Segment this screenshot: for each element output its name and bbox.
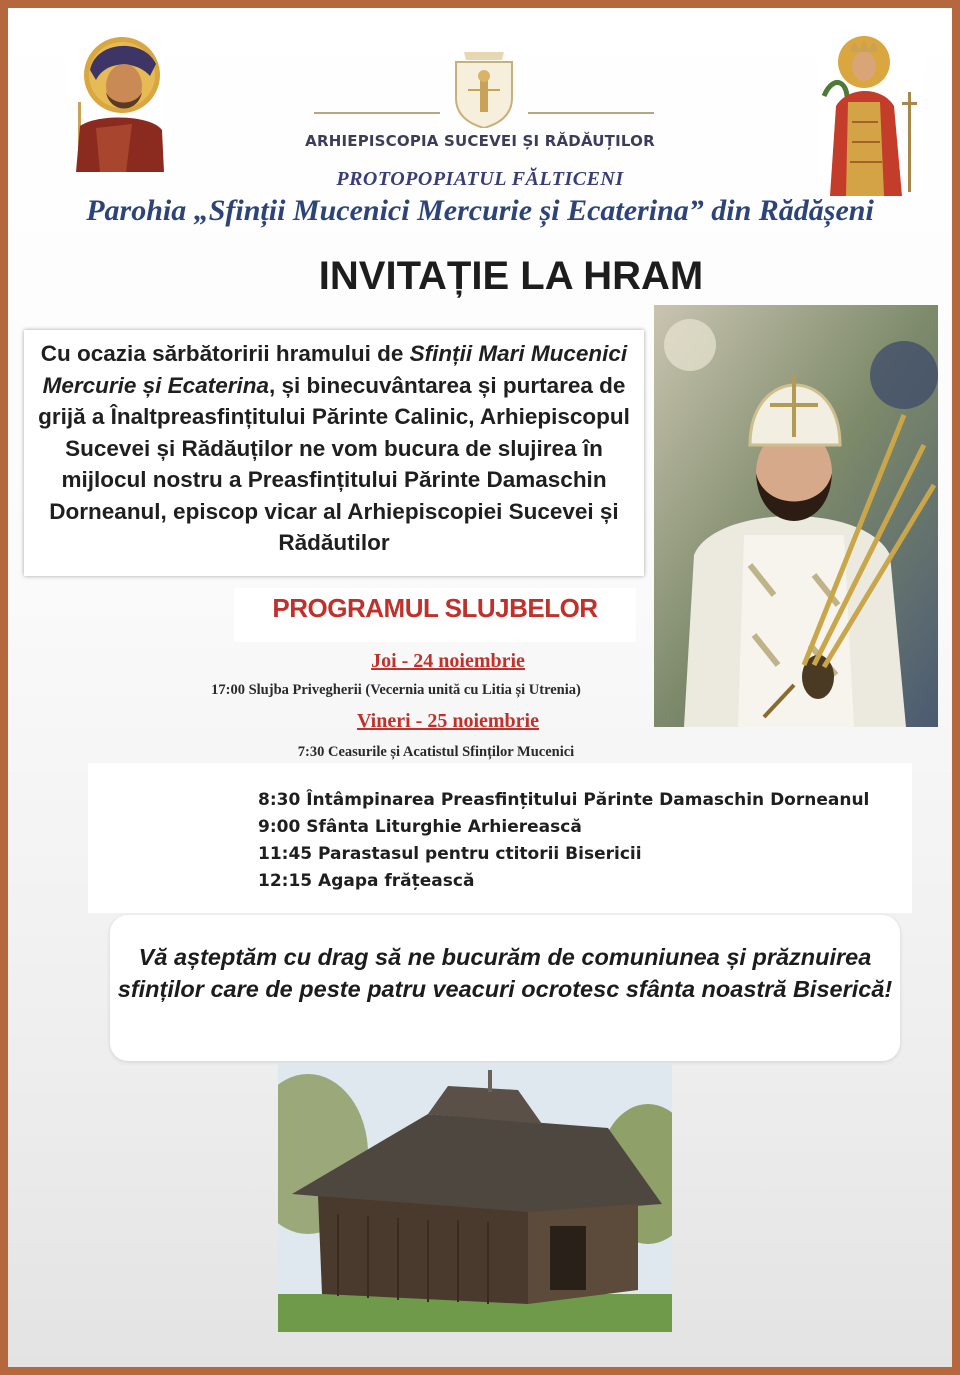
schedule-item: 11:45 Parastasul pentru ctitorii Bisericii xyxy=(258,844,642,864)
schedule-item: 8:30 Întâmpinarea Preasfințitului Părinte Damaschin Dorneanul xyxy=(258,790,870,810)
divider-left xyxy=(314,112,440,114)
intro-text-saints: Sfinții Mari Mucenici Mercurie și Ecaterina xyxy=(42,341,628,398)
parish-name: Parohia „Sfinții Mucenici Mercurie și Ecaterina” din Rădășeni xyxy=(86,194,874,227)
day1-label: Joi - 24 noiembrie xyxy=(371,650,525,672)
saint-mercurius-icon xyxy=(66,30,164,172)
intro-text-part2: , și binecuvântarea și purtarea de grijă a Înaltpreasfințitului Părinte Calinic, Arhiepiscopul Sucevei și Rădăuților ne vom bucura de slujirea în mijlocul nostru a Preasfințitului Părinte Damaschin Dorneanul, episcop vicar al Arhiepiscopiei Sucevei și Rădăutilor xyxy=(38,372,630,555)
intro-text-part1: Cu ocazia sărbătoririi hramului de xyxy=(40,341,410,366)
schedule-list xyxy=(258,787,869,895)
intro-text-box xyxy=(24,330,644,576)
deanery-name: PROTOPOPIATUL FĂLTICENI xyxy=(336,168,624,190)
archdiocese-name: ARHIEPISCOPIA SUCEVEI ȘI RĂDĂUȚILOR xyxy=(305,132,655,150)
day2-hours: 7:30 Ceasurile și Acatistul Sfinților Mucenici xyxy=(297,744,575,760)
divider-right xyxy=(528,112,654,114)
schedule-item: 12:15 Agapa frățească xyxy=(258,871,475,891)
day1-vigil: 17:00 Slujba Privegherii (Vecernia unită cu Litia și Utrenia) xyxy=(211,682,581,698)
day2-label: Vineri - 25 noiembrie xyxy=(356,710,539,732)
archdiocese-coat-of-arms-icon xyxy=(444,46,524,128)
program-heading: PROGRAMUL SLUJBELOR xyxy=(272,593,598,623)
invitation-poster xyxy=(8,8,952,1367)
closing-message: Vă așteptăm cu drag să ne bucurăm de comuniunea și prăznuirea sfinților care de peste patru veacuri ocrotesc sfânta noastră Biserică! xyxy=(110,915,900,1061)
church-photo xyxy=(278,1064,672,1332)
schedule-item: 9:00 Sfânta Liturghie Arhierească xyxy=(258,817,582,837)
page-title: INVITAȚIE LA HRAM xyxy=(318,254,704,298)
